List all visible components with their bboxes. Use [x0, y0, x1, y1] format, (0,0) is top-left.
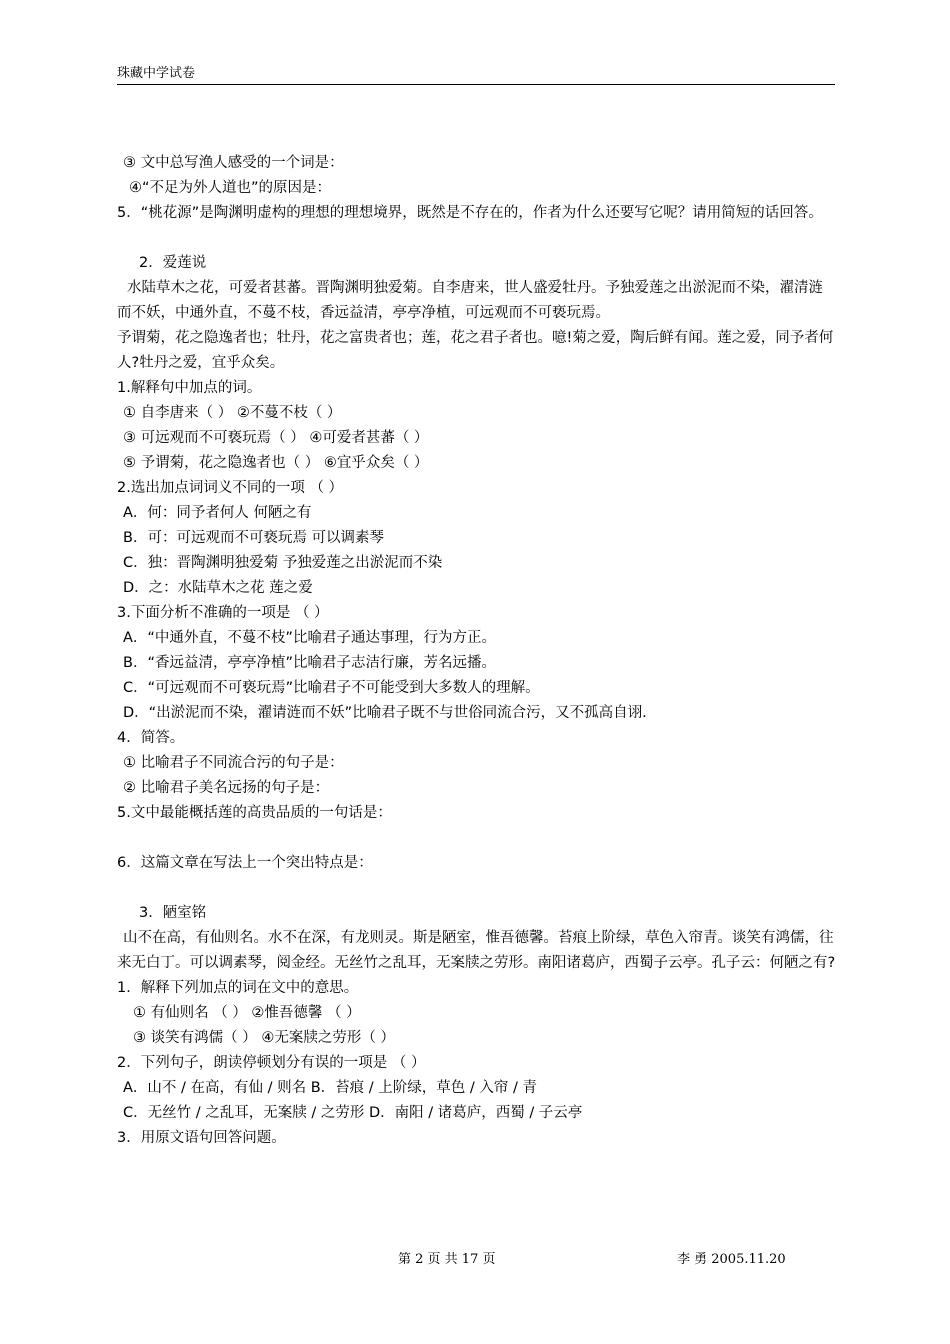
option-line: A．何：同予者何人 何陋之有 — [123, 505, 312, 521]
question-line: 2．下列句子，朗读停顿划分有误的一项是 （ ） — [117, 1055, 426, 1071]
option-line: A．山不 / 在高，有仙 / 则名 B．苔痕 / 上阶绿，草色 / 入帘 / 青 — [123, 1080, 537, 1096]
document-body — [117, 151, 837, 1151]
question-line: ① 自李唐来（ ） ②不蔓不枝（ ） — [123, 405, 342, 421]
page-number: 第 2 页 共 17 页 — [398, 1252, 496, 1267]
author-date: 李 勇 2005.11.20 — [677, 1252, 786, 1267]
question-line: 1.解释句中加点的词。 — [117, 380, 262, 396]
question-line: 1．解释下列加点的词在文中的意思。 — [117, 980, 359, 996]
question-line: 4．简答。 — [117, 730, 185, 746]
question-line: 3．用原文语句回答问题。 — [117, 1130, 286, 1146]
question-line: 5.文中最能概括莲的高贵品质的一句话是： — [117, 805, 392, 821]
question-line: ② 比喻君子美名远扬的句子是： — [123, 780, 330, 796]
question-line: 2.选出加点词词义不同的一项 （ ） — [117, 480, 344, 496]
question-line: ⑤ 予谓菊，花之隐逸者也（ ） ⑥宜乎众矣（ ） — [123, 455, 429, 471]
spacer — [117, 876, 837, 901]
section-title: 3．陋室铭 — [139, 905, 207, 921]
option-line: D．“出淤泥而不染，濯请涟而不妖”比喻君子既不与世俗同流合污，又不孤高自诩. — [123, 705, 647, 721]
question-line: ① 有仙则名 （ ） ②惟吾德馨 （ ） — [133, 1005, 361, 1021]
option-line: C．无丝竹 / 之乱耳，无案牍 / 之劳形 D．南阳 / 诸葛庐，西蜀 / 子云亭 — [123, 1105, 583, 1121]
passage-paragraph: 水陆草木之花，可爱者甚蕃。晋陶渊明独爱菊。自李唐来，世人盛爱牡丹。予独爱莲之出淤泥而不染，濯清涟而不妖，中通外直，不蔓不枝，香远益清，亭亭净植，可远观而不可亵玩焉。 — [117, 280, 823, 321]
passage-paragraph: 予谓菊，花之隐逸者也；牡丹，花之富贵者也；莲，花之君子者也。噫!菊之爱，陶后鲜有闻。莲之爱，同予者何人?牡丹之爱，宜乎众矣。 — [117, 330, 834, 371]
passage-paragraph: 山不在高，有仙则名。水不在深，有龙则灵。斯是陋室，惟吾德馨。苔痕上阶绿，草色入帘青。谈笑有鸿儒，往来无白丁。可以调素琴，阅金经。无丝竹之乱耳，无案牍之劳形。南阳诸葛庐，西蜀子云亭。孔子云：何陋之有? — [117, 930, 836, 971]
section-title: 2．爱莲说 — [139, 255, 207, 271]
question-line: ③ 文中总写渔人感受的一个词是： — [123, 155, 344, 171]
page-header: 珠藏中学试卷 — [117, 66, 835, 85]
question-line: 3.下面分析不准确的一项是 （ ） — [117, 605, 329, 621]
option-line: C．“可远观而不可亵玩焉”比喻君子不可能受到大多数人的理解。 — [123, 680, 540, 696]
question-paragraph: 5．“桃花源”是陶渊明虚构的理想的理想境界，既然是不存在的，作者为什么还要写它呢？请用简短的话回答。 — [117, 205, 823, 221]
spacer — [117, 226, 837, 251]
spacer — [117, 826, 837, 851]
question-line: 6．这篇文章在写法上一个突出特点是： — [117, 855, 373, 871]
question-line: ④“不足为外人道也”的原因是： — [129, 180, 332, 196]
question-line: ③ 可远观而不可亵玩焉（ ） ④可爱者甚蕃（ ） — [123, 430, 429, 446]
question-line: ③ 谈笑有鸿儒（ ） ④无案牍之劳形（ ） — [133, 1030, 395, 1046]
option-line: C．独：晋陶渊明独爱菊 予独爱莲之出淤泥而不染 — [123, 555, 443, 571]
question-line: ① 比喻君子不同流合污的句子是： — [123, 755, 344, 771]
option-line: B．“香远益清，亭亭净植”比喻君子志洁行廉，芳名远播。 — [123, 655, 496, 671]
option-line: B．可：可远观而不可亵玩焉 可以调素琴 — [123, 530, 385, 546]
option-line: A．“中通外直，不蔓不枝”比喻君子通达事理，行为方正。 — [123, 630, 496, 646]
option-line: D．之：水陆草木之花 莲之爱 — [123, 580, 313, 596]
